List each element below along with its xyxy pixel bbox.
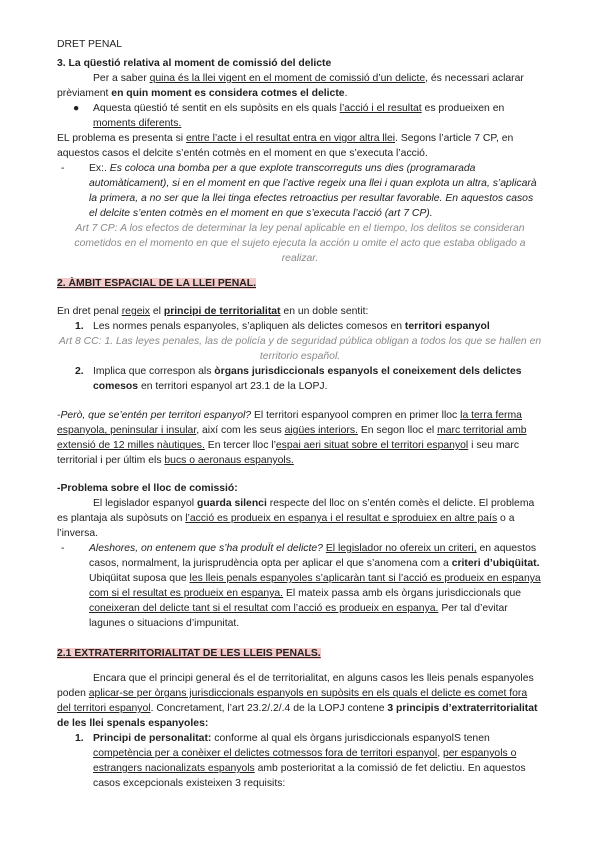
section-2-item-1: 1. Les normes penals espanyoles, s’apliquen als delictes comesos en territori espanyol: [75, 321, 490, 332]
bullet-marker: ●: [73, 103, 80, 114]
section-3: [57, 56, 543, 266]
section-2-1-item-1: 1. Principi de personalitat: conforme al qual els òrgans jurisdiccionals espanyolS tenen competència per a conèixer el delictes cotmessos fora de territori espanyol, per espanyols o estrangers nacionalizats espanyols amb posterioritat a la comissió de fet delictiu. En aquestos casos excepcionals existeixen 3 requisits:: [75, 733, 526, 789]
place-dash-item: - Aleshores, on entenem que s’ha produÏt el delicte? El legislador no ofereix un criteri, en aquestos casos, normalment, la jurisprudència opta per aplicar el que s’anomena com a criteri d’ubiqüitat. Ubiqüitat suposa que les lleis penals espanyoles s’aplicaràn tant si l’acció es produeix en espanya com si el resultat es produeix en espanya. El mateix passa amb els òrgans jurisdiccionals que coneixeran del delicte tant si el resultat com l’acció es produeix en espanya. Per tal d’evitar lagunes o situacions d’impunitat.: [61, 543, 541, 629]
section-3-bullet: ● Aquesta qüestió té sentit en els supòsits en els quals l’acció i el resultat es produeixen en moments diferents.: [73, 103, 505, 129]
section-2-1: [57, 646, 543, 661]
place-paragraph: El legislador espanyol guarda silenci respecte del lloc on s’entén comès el delicte. El problema es plantaja als supòsuts on l’acció es produeix en espanya i el resultat e sproduiex en altre país o a l’inversa.: [57, 498, 535, 539]
section-3-quote: Art 7 CP: A los efectos de determinar la ley penal aplicable en el tiempo, los delitos se consideran cometidos en el momento en que el sujeto ejecuta la acción u omite el acto que estaba obligado a realizar.: [74, 223, 526, 264]
section-3-paragraph-1: Per a saber quina és la llei vigent en el moment de comissió d’un delicte, és necessari aclarar prèviament en quin moment es considera cotmes el delicte.: [57, 73, 524, 99]
place-heading: -Problema sobre el lloc de comissió:: [57, 483, 238, 494]
section-2-1-paragraph: Encara que el principi general és el de territorialitat, en alguns casos les lleis penals espanyoles poden aplicar-se per òrgans jurisdiccionals espanyols en supòsits en els quals el delicte es comet fora del territori espanyol. Concretament, l’art 23.2/.2/.4 de la LOPJ contene 3 principis d’extraterritorialitat de les llei spenals espanyoles:: [57, 673, 538, 729]
territory-paragraph: -Però, que se’entén per territori espanyol? El territori espanyool compren en primer lloc la terra ferma espanyola, peninsular i insular, així com les seus aigües interiors. En segon lloc el marc territorial amb extensió de 12 milles nàutiques. En tercer lloc l’espai aeri situat sobre el territori espanyol i seu marc territorial i per últim els bucs o aeronaus espanyols.: [57, 410, 527, 466]
section-2-item-2: 2. Implica que correspon als òrgans jurisdiccionals espanyols el coneixement dels delictes comesos en territori espanyol art 23.1 de la LOPJ.: [75, 366, 522, 392]
section-3-heading: 3. La qüestió relativa al moment de comissió del delicte: [57, 58, 332, 69]
document-header: DRET PENAL: [57, 39, 123, 50]
section-2-body: [57, 304, 543, 394]
section-2: [57, 276, 543, 291]
section-2-intro: En dret penal regeix el principi de territorialitat en un doble sentit:: [57, 306, 369, 317]
section-3-paragraph-2: EL problema es presenta si entre l’acte i el resultat entra en vigor altra llei. Segons l’article 7 CP, en aquestos casos el delcite s’entén cotmès en el moment en que s’executa l’acció.: [57, 133, 514, 159]
section-2-quote: Art 8 CC: 1. Las leyes penales, las de policía y de seguridad pública obligan a todos los que se hallen en territorio español.: [58, 336, 542, 362]
section-2-heading: 2. ÀMBIT ESPACIAL DE LA LLEI PENAL.: [57, 278, 256, 289]
section-2-1-body: [57, 671, 543, 791]
section-3-example: - Ex:. Es coloca una bomba per a que explote transcorreguts uns dies (programarada automàticament), si en el moment en que l’active regeix una llei i quan explota un altra, s’aplicarà la primera, a no ser que la llei tinga efectes retroactius per resultar favorable. En aquestos casos el delcite s’enten cotmès en el moment en que s’executa l’acció (art 7 CP).: [61, 163, 537, 219]
section-2-1-heading: 2.1 EXTRATERRITORIALITAT DE LES LLEIS PENALS.: [57, 648, 321, 659]
place-of-commission: [57, 481, 543, 631]
